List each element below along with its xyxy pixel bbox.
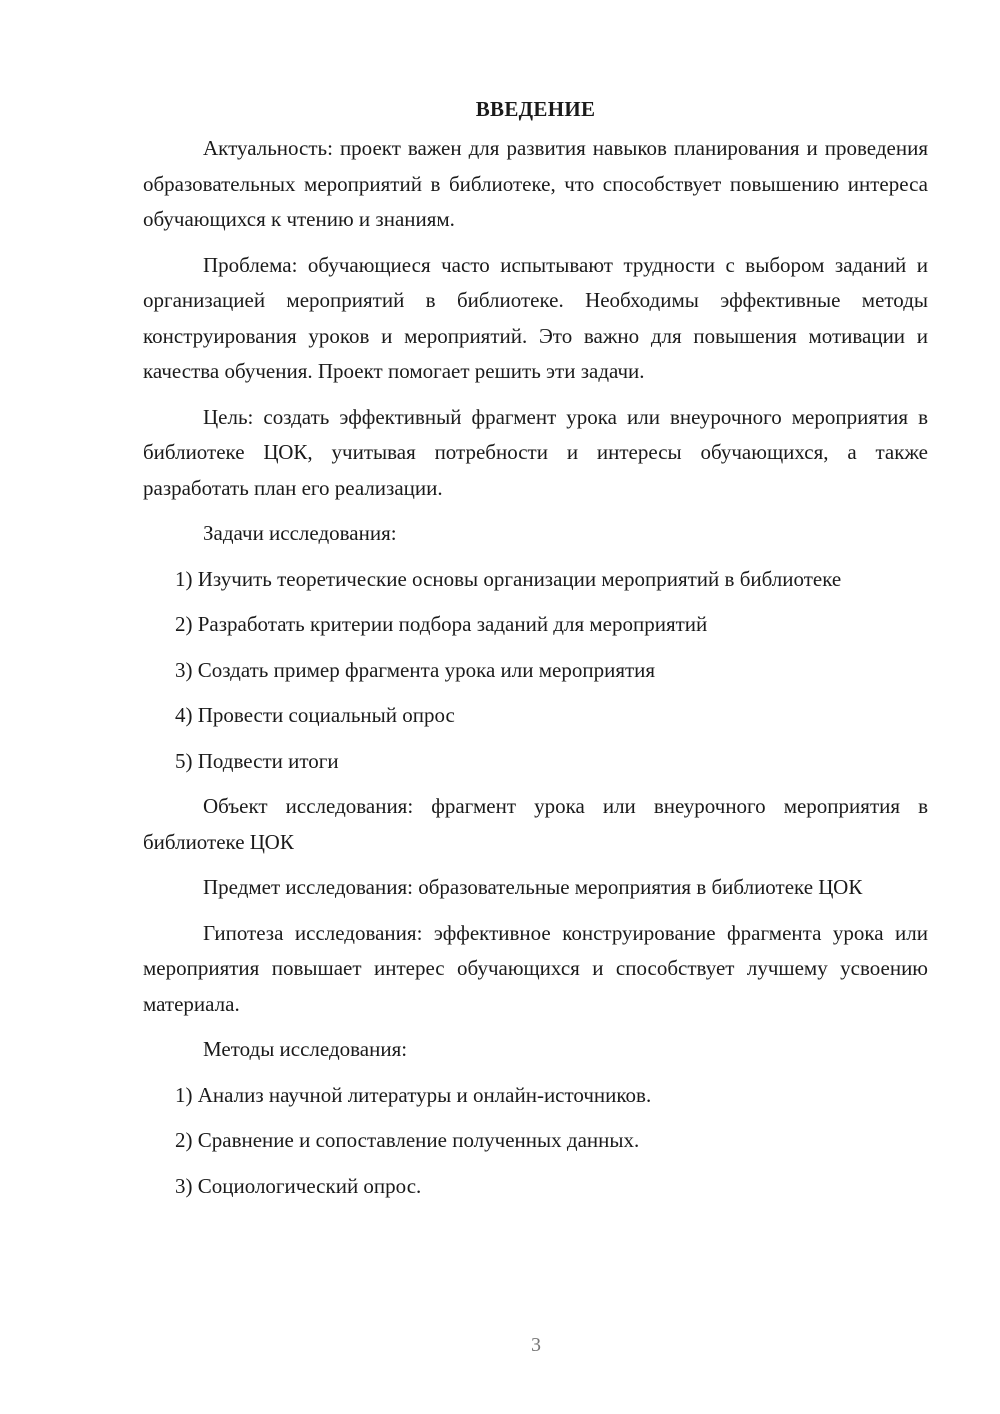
task-item-2: 2) Разработать критерии подбора заданий для мероприятий — [175, 612, 708, 636]
goal-paragraph: Цель: создать эффективный фрагмент урока или внеурочного мероприятия в библиотеке ЦОК, учитывая потребности и интересы обучающихся, а также разработать план его реализации. — [143, 404, 928, 500]
hypothesis-paragraph: Гипотеза исследования: эффективное конструирование фрагмента урока или мероприятия повышает интерес обучающихся и способствует лучшему усвоению материала. — [143, 920, 928, 1016]
problem-paragraph: Проблема: обучающиеся часто испытывают трудности с выбором заданий и организацией мероприятий в библиотеке. Необходимы эффективные методы конструирования уроков и мероприятий. Это важно для повышения мотивации и качества обучения. Проект помогает решить эти задачи. — [143, 252, 928, 383]
subject-paragraph: Предмет исследования: образовательные мероприятия в библиотеке ЦОК — [203, 875, 863, 899]
method-item-3: 3) Социологический опрос. — [175, 1173, 422, 1198]
methods-heading: Методы исследования: — [203, 1037, 408, 1061]
task-item-3: 3) Создать пример фрагмента урока или мероприятия — [175, 657, 656, 682]
task-item-1: 1) Изучить теоретические основы организации мероприятий в библиотеке — [175, 566, 842, 591]
page-number: 3 — [531, 1334, 541, 1356]
task-item-4: 4) Провести социальный опрос — [175, 703, 455, 727]
relevance-paragraph: Актуальность: проект важен для развития навыков планирования и проведения образовательных мероприятий в библиотеке, что способствует повышению интереса обучающихся к чтению и знаниям. — [143, 136, 928, 231]
tasks-heading: Задачи исследования: — [203, 521, 397, 545]
section-title: ВВЕДЕНИЕ — [475, 97, 596, 121]
task-item-5: 5) Подвести итоги — [175, 748, 339, 773]
object-paragraph: Объект исследования: фрагмент урока или внеурочного мероприятия в библиотеке ЦОК — [143, 794, 928, 854]
method-item-1: 1) Анализ научной литературы и онлайн-источников. — [175, 1082, 652, 1107]
document-body — [143, 92, 928, 1214]
method-item-2: 2) Сравнение и сопоставление полученных данных. — [175, 1128, 640, 1152]
